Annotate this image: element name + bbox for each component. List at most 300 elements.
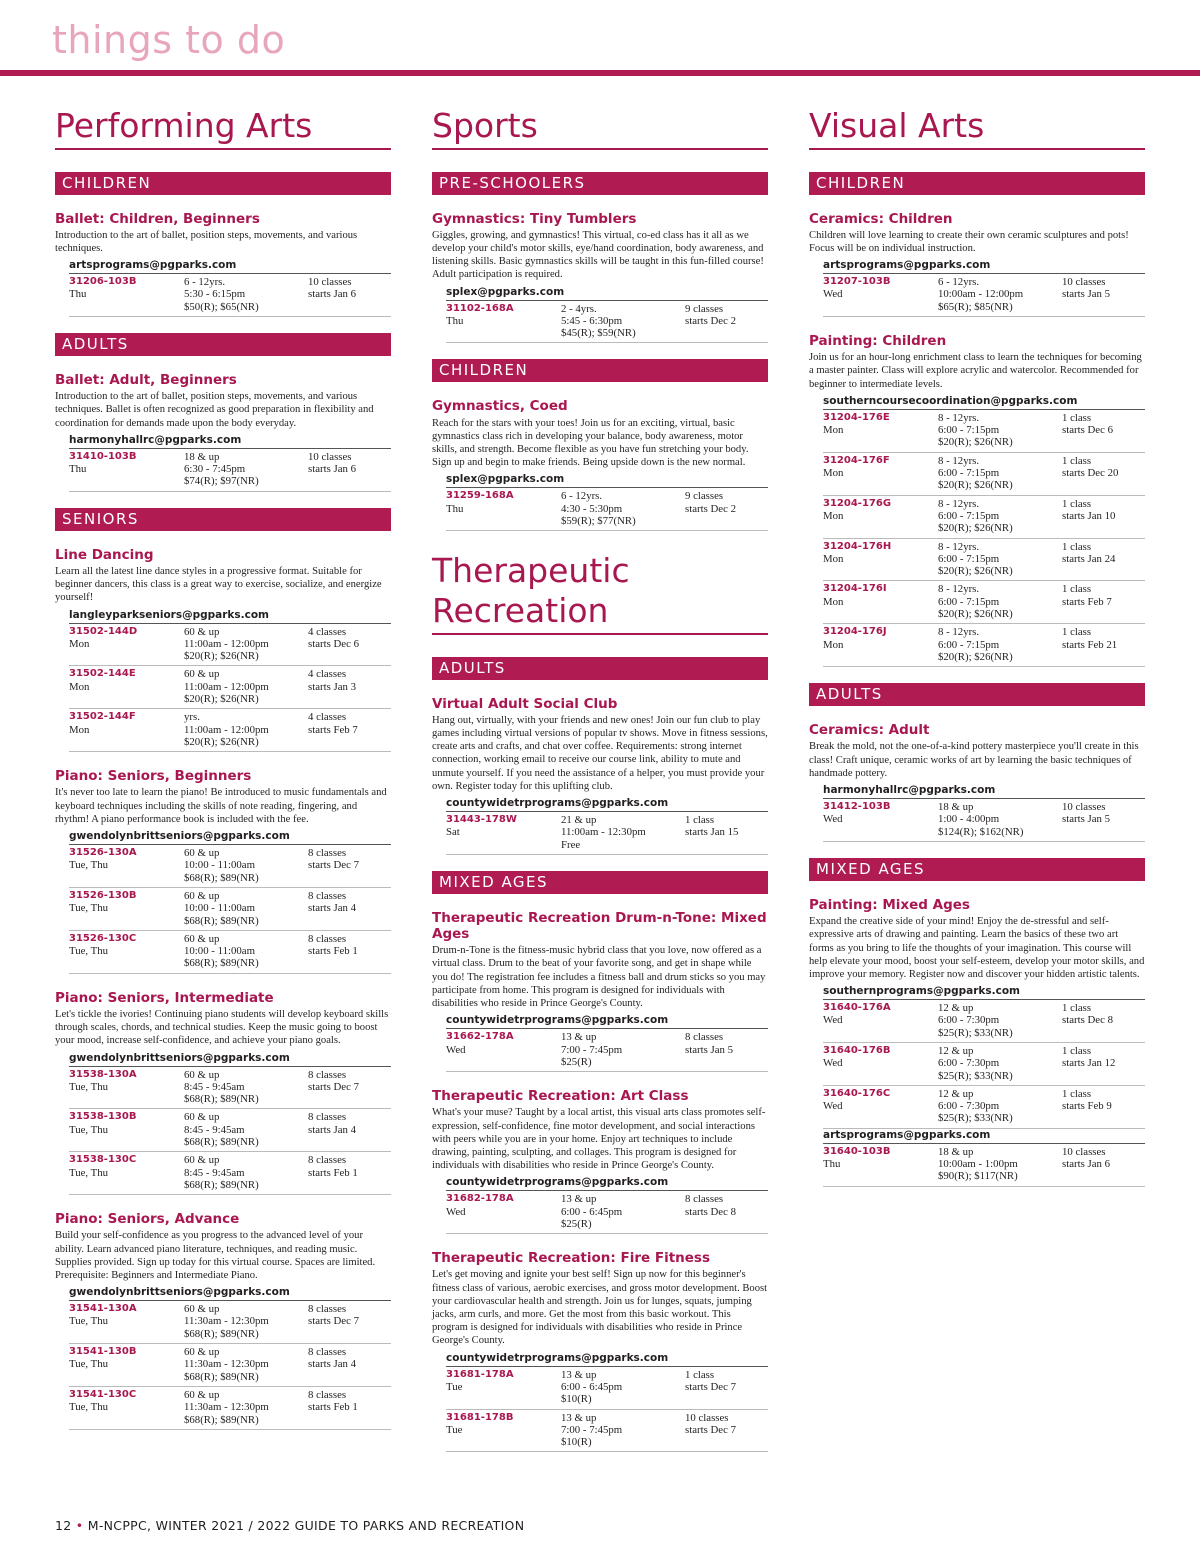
offering-code-day: [823, 583, 938, 620]
offering-schedule: [685, 814, 768, 851]
audience-bar: CHILDREN: [809, 172, 1145, 195]
offering-schedule: [1062, 412, 1145, 449]
start-date: starts Dec 7: [685, 1380, 736, 1393]
offering-age-time: [184, 890, 308, 927]
offering-schedule: [1062, 498, 1145, 535]
course-fee: $68(R); $89(NR): [184, 1178, 259, 1191]
class-count: 9 classes: [685, 490, 724, 503]
class-count: 4 classes: [308, 668, 347, 681]
column-middle: [432, 106, 768, 1468]
contact-email[interactable]: harmonyhallrc@pgparks.com: [823, 784, 996, 797]
course-fee: $45(R); $59(NR): [561, 327, 636, 340]
offering-schedule: [308, 711, 391, 748]
course-listing: [55, 211, 391, 317]
start-date: starts Jan 4: [308, 902, 356, 915]
course-code: 31204-176I: [823, 583, 887, 595]
offering-row: [69, 931, 391, 974]
offering-code-day: [446, 303, 561, 340]
course-description: Drum-n-Tone is the fitness-music hybrid class that you love, now offered as a virtual class. Drum to the beat of your favorite song, and get in shape while you do! The registration fee includes a fitness ball and drum sticks so you may participate from home. This program is designed for individuals with disabilities who reside in Prince George's County.: [432, 945, 766, 1010]
offering-table: [69, 844, 391, 974]
offering-schedule: [308, 1389, 391, 1426]
offering-row: [446, 1029, 768, 1072]
offering-row: [69, 888, 391, 931]
offering-age-time: [561, 814, 685, 851]
meeting-days: Wed: [823, 813, 843, 826]
meeting-days: Mon: [823, 638, 844, 651]
offering-row: [69, 1301, 391, 1344]
offering-schedule: [308, 451, 391, 488]
meeting-days: Wed: [446, 1205, 466, 1218]
meeting-time: 6:00 - 6:45pm: [561, 1205, 623, 1218]
start-date: starts Dec 2: [685, 314, 736, 327]
course-fee: $20(R); $26(NR): [938, 565, 1013, 578]
age-range: 13 & up: [561, 1193, 597, 1206]
course-description: Let's get moving and ignite your best self! Sign up now for this beginner's fitness class of various, aerobic exercises, and gross motor development. Boost your cardiovascular health and strength. Join us for lunges, squats, jumping jacks, arm curls, and more. Get the most from this basic workout. This program is designed for individuals with disabilities who reside in Prince George's County.: [432, 1269, 768, 1347]
column-right: [809, 106, 1145, 1203]
offering-code-day: [823, 498, 938, 535]
meeting-days: Mon: [69, 680, 90, 693]
contact-email[interactable]: splex@pgparks.com: [446, 285, 565, 298]
offering-code-day: [823, 626, 938, 663]
course-listing: [432, 1088, 768, 1234]
audience-bar: MIXED AGES: [809, 858, 1145, 881]
meeting-time: 11:30am - 12:30pm: [184, 1401, 269, 1414]
start-date: starts Dec 20: [1062, 467, 1119, 480]
contact-email[interactable]: southernprograms@pgparks.com: [823, 985, 1020, 998]
offering-schedule: [1062, 626, 1145, 663]
course-code: 31502-144E: [69, 668, 136, 680]
course-fee: $10(R): [561, 1393, 592, 1406]
contact-email[interactable]: countywidetrprograms@pgparks.com: [446, 1351, 669, 1364]
age-range: 6 - 12yrs.: [184, 276, 226, 289]
meeting-time: 10:00am - 1:00pm: [938, 1158, 1018, 1171]
offering-age-time: [184, 711, 308, 748]
course-fee: $68(R); $89(NR): [184, 1093, 259, 1106]
page-footer: [55, 1518, 524, 1533]
offering-age-time: [938, 412, 1062, 449]
course-code: 31681-178B: [446, 1411, 514, 1423]
course-code: 31662-178A: [446, 1031, 514, 1043]
course-fee: $20(R); $26(NR): [938, 650, 1013, 663]
section-title: Visual Arts: [809, 106, 1145, 150]
course-code: 31410-103B: [69, 450, 137, 462]
meeting-days: Wed: [823, 1100, 843, 1113]
offering-row: [823, 539, 1145, 582]
bullet-icon: •: [75, 1518, 88, 1533]
offering-table: [69, 273, 391, 317]
offering-row: [69, 666, 391, 709]
offering-table: [446, 1366, 768, 1453]
offering-code-day: [823, 801, 938, 838]
offering-age-time: [561, 490, 685, 527]
offering-age-time: [561, 1193, 685, 1230]
course-code: 31541-130C: [69, 1388, 137, 1400]
course-description: Expand the creative side of your mind! Enjoy the de-stressful and self-expressive arts of drawing and painting. Learn the basics of these two art forms as you bring to life the thoughts of your imagination. This course will help elevate your mood, boost your self-esteem, develop your motor skills, and improve your memory. Register now and discover your hidden artistic talents.: [809, 916, 1145, 980]
contact-email[interactable]: southerncoursecoordination@pgparks.com: [823, 394, 1078, 407]
class-count: 1 class: [1062, 583, 1092, 596]
page-number: 12: [55, 1518, 72, 1533]
course-code: 31526-130A: [69, 847, 137, 859]
course-description: Let's tickle the ivories! Continuing piano students will develop keyboard skills through scales, chords, and technical studies. Keep the music going to boost your mood, increase self-confidence, and achieve your piano goals.: [55, 1008, 389, 1047]
class-count: 8 classes: [308, 889, 347, 902]
course-fee: $59(R); $77(NR): [561, 515, 636, 528]
offering-schedule: [308, 626, 391, 663]
class-count: 10 classes: [685, 1411, 729, 1424]
age-range: 21 & up: [561, 813, 597, 826]
offering-age-time: [561, 303, 685, 340]
class-count: 1 class: [1062, 411, 1092, 424]
course-fee: $74(R); $97(NR): [184, 475, 259, 488]
age-range: 12 & up: [938, 1045, 974, 1057]
class-count: 8 classes: [308, 1154, 347, 1167]
course-code: 31502-144D: [69, 625, 138, 637]
age-range: 60 & up: [184, 1068, 220, 1081]
course-fee: $20(R); $26(NR): [938, 522, 1013, 535]
offering-row: [69, 1152, 391, 1195]
meeting-days: Tue, Thu: [69, 1080, 109, 1093]
meeting-time: 6:00 - 7:30pm: [938, 1014, 1000, 1027]
offering-schedule: [685, 1369, 768, 1406]
start-date: starts Dec 2: [685, 502, 736, 515]
course-description: Break the mold, not the one-of-a-kind pottery masterpiece you'll create in this class! Craft unique, ceramic works of art by learning the basic techniques of handmade pottery.: [809, 741, 1139, 779]
meeting-days: Tue: [446, 1380, 463, 1393]
offering-age-time: [938, 276, 1062, 313]
start-date: starts Feb 1: [308, 1401, 358, 1414]
age-range: 8 - 12yrs.: [938, 540, 980, 553]
start-date: starts Jan 4: [308, 1358, 356, 1371]
offering-age-time: [938, 583, 1062, 620]
start-date: starts Feb 1: [308, 945, 358, 958]
contact-email[interactable]: gwendolynbrittseniors@pgparks.com: [69, 1286, 290, 1299]
age-range: 8 - 12yrs.: [938, 454, 980, 467]
audience-bar: ADULTS: [432, 657, 768, 680]
course-title: Ceramics: Children: [809, 210, 953, 227]
contact-email[interactable]: langleyparkseniors@pgparks.com: [69, 608, 270, 621]
age-range: 2 - 4yrs.: [561, 302, 597, 315]
offering-schedule: [308, 933, 391, 970]
offering-row: [823, 1144, 1145, 1187]
course-code: 31538-130B: [69, 1111, 137, 1123]
meeting-days: Wed: [823, 288, 843, 301]
course-listing: [55, 990, 391, 1195]
meeting-time: 6:00 - 7:15pm: [938, 595, 1000, 608]
offering-row: [823, 410, 1145, 453]
meeting-time: 10:00 - 11:00am: [184, 902, 255, 915]
offering-age-time: [938, 455, 1062, 492]
offering-schedule: [308, 847, 391, 884]
offering-table: [69, 1300, 391, 1430]
start-date: starts Jan 12: [1062, 1057, 1116, 1070]
offering-row: [823, 496, 1145, 539]
meeting-days: Thu: [446, 314, 464, 327]
offering-row: [69, 845, 391, 888]
contact-email[interactable]: harmonyhallrc@pgparks.com: [69, 433, 242, 446]
age-range: 8 - 12yrs.: [938, 583, 980, 596]
meeting-time: 6:30 - 7:45pm: [184, 463, 246, 476]
meeting-days: Wed: [823, 1057, 843, 1070]
course-listing: [55, 1211, 391, 1430]
audience-bar: CHILDREN: [432, 359, 768, 382]
start-date: starts Dec 6: [308, 637, 359, 650]
age-range: 60 & up: [184, 1346, 220, 1359]
course-code: 31681-178A: [446, 1368, 514, 1380]
contact-email[interactable]: countywidetrprograms@pgparks.com: [446, 1014, 669, 1027]
meeting-days: Thu: [69, 463, 87, 476]
class-count: 8 classes: [308, 932, 347, 945]
meeting-time: 11:00am - 12:30pm: [561, 826, 646, 839]
offering-code-day: [69, 1303, 184, 1340]
course-code: 31526-130B: [69, 889, 137, 901]
start-date: starts Jan 6: [308, 288, 356, 301]
age-range: 6 - 12yrs.: [561, 490, 603, 503]
offering-code-day: [69, 626, 184, 663]
offering-row: [446, 1410, 768, 1453]
course-fee: $50(R); $65(NR): [184, 300, 259, 313]
age-range: 8 - 12yrs.: [938, 497, 980, 510]
meeting-days: Tue, Thu: [69, 1315, 109, 1328]
meeting-days: Thu: [69, 288, 87, 301]
course-description: Introduction to the art of ballet, position steps, movements, and various techniques. Ballet is often recognized as good preparation in flexibility and coordination for demands made upon the body everyday.: [55, 391, 374, 429]
age-range: 6 - 12yrs.: [938, 276, 980, 289]
course-fee: $65(R); $85(NR): [938, 300, 1013, 313]
class-count: 1 class: [1062, 454, 1092, 467]
page-header-title: things to do: [52, 18, 286, 62]
meeting-time: 11:30am - 12:30pm: [184, 1315, 269, 1328]
offering-schedule: [1062, 455, 1145, 492]
offering-code-day: [69, 1069, 184, 1106]
offering-age-time: [938, 801, 1062, 838]
class-count: 1 class: [1062, 1087, 1092, 1100]
offering-schedule: [308, 1303, 391, 1340]
course-title: Ballet: Adult, Beginners: [55, 372, 237, 389]
offering-schedule: [685, 490, 768, 527]
course-code: 31640-176C: [823, 1087, 891, 1099]
course-title: Virtual Adult Social Club: [432, 695, 618, 712]
contact-email[interactable]: gwendolynbrittseniors@pgparks.com: [69, 1051, 290, 1064]
course-listing: [432, 1250, 768, 1452]
header-rule: [0, 70, 1200, 76]
contact-email[interactable]: artsprograms@pgparks.com: [823, 1128, 991, 1141]
offering-code-day: [69, 711, 184, 748]
meeting-days: Tue, Thu: [69, 859, 109, 872]
section-title: Sports: [432, 106, 768, 150]
offering-age-time: [184, 933, 308, 970]
class-count: 1 class: [1062, 540, 1092, 553]
meeting-time: 7:00 - 7:45pm: [561, 1043, 623, 1056]
course-fee: $20(R); $26(NR): [938, 608, 1013, 621]
course-title: Painting: Children: [809, 333, 947, 350]
audience-bar: PRE-SCHOOLERS: [432, 172, 768, 195]
course-description: Introduction to the art of ballet, position steps, movements, and various techniques.: [55, 229, 358, 254]
age-range: 60 & up: [184, 889, 220, 902]
offering-code-day: [446, 1193, 561, 1230]
offering-row: [823, 274, 1145, 317]
age-range: 60 & up: [184, 625, 220, 638]
course-code: 31640-176A: [823, 1002, 891, 1014]
contact-email[interactable]: artsprograms@pgparks.com: [823, 259, 991, 272]
offering-code-day: [823, 541, 938, 578]
course-code: 31412-103B: [823, 801, 891, 813]
offering-table: [69, 1066, 391, 1196]
course-description: It's never too late to learn the piano! Be introduced to music fundamentals and keyboard techniques including the skills of note reading, fingering, and rhythm! A piano performance book is included with the fee.: [55, 787, 387, 825]
course-description: Reach for the stars with your toes! Join us for an exciting, virtual, basic gymnastics class rich in developing your balance, body awareness, motor skills, and strength. Become flexible as you have fun stretching your body. Sign up and begin to make friends. Being upside down is the new normal.: [432, 417, 749, 469]
age-range: 60 & up: [184, 668, 220, 681]
course-fee: $68(R); $89(NR): [184, 871, 259, 884]
offering-age-time: [938, 1045, 1062, 1082]
course-listing: [55, 372, 391, 492]
offering-age-time: [184, 1303, 308, 1340]
course-code: 31502-144F: [69, 711, 136, 723]
offering-table: [446, 1190, 768, 1234]
start-date: starts Jan 5: [1062, 813, 1110, 826]
offering-code-day: [69, 276, 184, 313]
meeting-days: Mon: [823, 467, 844, 480]
course-title: Line Dancing: [55, 546, 154, 563]
page-header: [0, 0, 1200, 78]
age-range: 13 & up: [561, 1368, 597, 1381]
offering-code-day: [69, 451, 184, 488]
offering-row: [446, 1191, 768, 1234]
offering-age-time: [938, 626, 1062, 663]
start-date: starts Dec 8: [685, 1205, 736, 1218]
offering-row: [69, 449, 391, 492]
offering-schedule: [1062, 801, 1145, 838]
course-description: Learn all the latest line dance styles in a progressive format. Suitable for beginner dancers, this class is a great way to exercise, socialize, and energize yourself!: [55, 565, 382, 604]
offering-age-time: [561, 1412, 685, 1449]
class-count: 1 class: [685, 1368, 715, 1381]
meeting-time: 6:00 - 7:15pm: [938, 467, 1000, 480]
offering-schedule: [685, 1031, 768, 1068]
class-count: 10 classes: [1062, 1145, 1106, 1158]
class-count: 8 classes: [308, 1111, 347, 1124]
age-range: 60 & up: [184, 1111, 220, 1124]
meeting-time: 7:00 - 7:45pm: [561, 1423, 623, 1436]
meeting-time: 8:45 - 9:45am: [184, 1166, 245, 1179]
course-title: Therapeutic Recreation: Art Class: [432, 1088, 689, 1105]
offering-code-day: [446, 1412, 561, 1449]
course-title: Gymnastics, Coed: [432, 398, 568, 415]
class-count: 8 classes: [685, 1031, 724, 1044]
course-listing: [432, 696, 768, 855]
offering-table: [69, 623, 391, 753]
meeting-days: Thu: [823, 1158, 841, 1171]
offering-row: [823, 581, 1145, 624]
start-date: starts Dec 7: [308, 859, 359, 872]
class-count: 1 class: [1062, 626, 1092, 639]
course-listing: [432, 211, 768, 344]
course-code: 31206-103B: [69, 276, 137, 288]
contact-email[interactable]: gwendolynbrittseniors@pgparks.com: [69, 830, 290, 843]
offering-age-time: [184, 276, 308, 313]
offering-row: [69, 274, 391, 317]
course-code: 31538-130A: [69, 1068, 137, 1080]
offering-row: [823, 453, 1145, 496]
offering-schedule: [1062, 1002, 1145, 1039]
course-description: Giggles, growing, and gymnastics! This virtual, co-ed class has it all as we develop your child's motor skills, eye/hand coordination, body awareness, and listening skills. Basic gymnastics skills will be taught in this fun-filled course! Adult participation is required.: [432, 229, 764, 281]
course-title: Therapeutic Recreation Drum-n-Tone: Mixed Ages: [432, 909, 767, 943]
offering-table: [823, 273, 1145, 317]
meeting-days: Sat: [446, 826, 460, 839]
meeting-time: 5:30 - 6:15pm: [184, 288, 246, 301]
class-count: 1 class: [685, 813, 715, 826]
offering-code-day: [69, 890, 184, 927]
offering-table: [823, 999, 1145, 1129]
meeting-days: Mon: [69, 637, 90, 650]
offering-age-time: [938, 1002, 1062, 1039]
meeting-days: Tue, Thu: [69, 902, 109, 915]
offering-code-day: [69, 1154, 184, 1191]
section-title: Performing Arts: [55, 106, 391, 150]
age-range: 60 & up: [184, 932, 220, 945]
offering-age-time: [184, 451, 308, 488]
offering-row: [69, 1387, 391, 1430]
age-range: 12 & up: [938, 1087, 974, 1100]
contact-email[interactable]: artsprograms@pgparks.com: [69, 259, 237, 272]
offering-schedule: [308, 890, 391, 927]
offering-code-day: [69, 1389, 184, 1426]
course-fee: $25(R); $33(NR): [938, 1112, 1013, 1125]
contact-email[interactable]: countywidetrprograms@pgparks.com: [446, 1176, 669, 1189]
meeting-days: Tue, Thu: [69, 945, 109, 958]
course-description: Hang out, virtually, with your friends and new ones! Join our fun club to play games including virtual versions of popular tv shows. Move in fitness sessions, create arts and crafts, and chat over coffee. Requirements: strong internet connection, working email to receive our course link, ability to mute and unmute yourself. If you need the assistance of a helper, you must provide your own. Register today for this uplifting club.: [432, 714, 768, 792]
offering-row: [69, 1109, 391, 1152]
start-date: starts Jan 4: [308, 1123, 356, 1136]
start-date: starts Jan 5: [1062, 288, 1110, 301]
audience-bar: CHILDREN: [55, 172, 391, 195]
class-count: 1 class: [1062, 1045, 1092, 1057]
course-listing: [55, 768, 391, 973]
offering-age-time: [184, 1069, 308, 1106]
course-fee: $25(R); $33(NR): [938, 1026, 1013, 1039]
offering-code-day: [823, 1002, 938, 1039]
contact-email[interactable]: countywidetrprograms@pgparks.com: [446, 796, 669, 809]
offering-table: [446, 300, 768, 344]
course-code: 31640-103B: [823, 1145, 891, 1157]
offering-code-day: [446, 814, 561, 851]
meeting-days: Tue, Thu: [69, 1358, 109, 1371]
offering-row: [823, 1000, 1145, 1043]
offering-row: [69, 1067, 391, 1110]
offering-age-time: [184, 626, 308, 663]
course-listing: [809, 211, 1145, 317]
meeting-time: 4:30 - 5:30pm: [561, 502, 623, 515]
offering-code-day: [69, 847, 184, 884]
meeting-time: 11:00am - 12:00pm: [184, 680, 269, 693]
meeting-time: 10:00 - 11:00am: [184, 859, 255, 872]
offering-schedule: [308, 276, 391, 313]
offering-schedule: [308, 1346, 391, 1383]
start-date: starts Dec 8: [1062, 1014, 1113, 1027]
contact-email[interactable]: splex@pgparks.com: [446, 473, 565, 486]
class-count: 4 classes: [308, 625, 347, 638]
meeting-time: 11:30am - 12:30pm: [184, 1358, 269, 1371]
course-title: Ballet: Children, Beginners: [55, 210, 260, 227]
offering-schedule: [1062, 1146, 1145, 1183]
course-code: 31538-130C: [69, 1154, 137, 1166]
course-fee: $68(R); $89(NR): [184, 1327, 259, 1340]
offering-age-time: [184, 1154, 308, 1191]
course-listing: [809, 897, 1145, 1187]
offering-age-time: [938, 1146, 1062, 1183]
course-code: 31443-178W: [446, 813, 517, 825]
start-date: starts Jan 6: [1062, 1158, 1110, 1171]
class-count: 10 classes: [1062, 276, 1106, 289]
offering-row: [446, 1367, 768, 1410]
audience-bar: SENIORS: [55, 508, 391, 531]
start-date: starts Jan 6: [308, 463, 356, 476]
meeting-time: 6:00 - 7:30pm: [938, 1057, 1000, 1070]
start-date: starts Feb 1: [308, 1166, 358, 1179]
